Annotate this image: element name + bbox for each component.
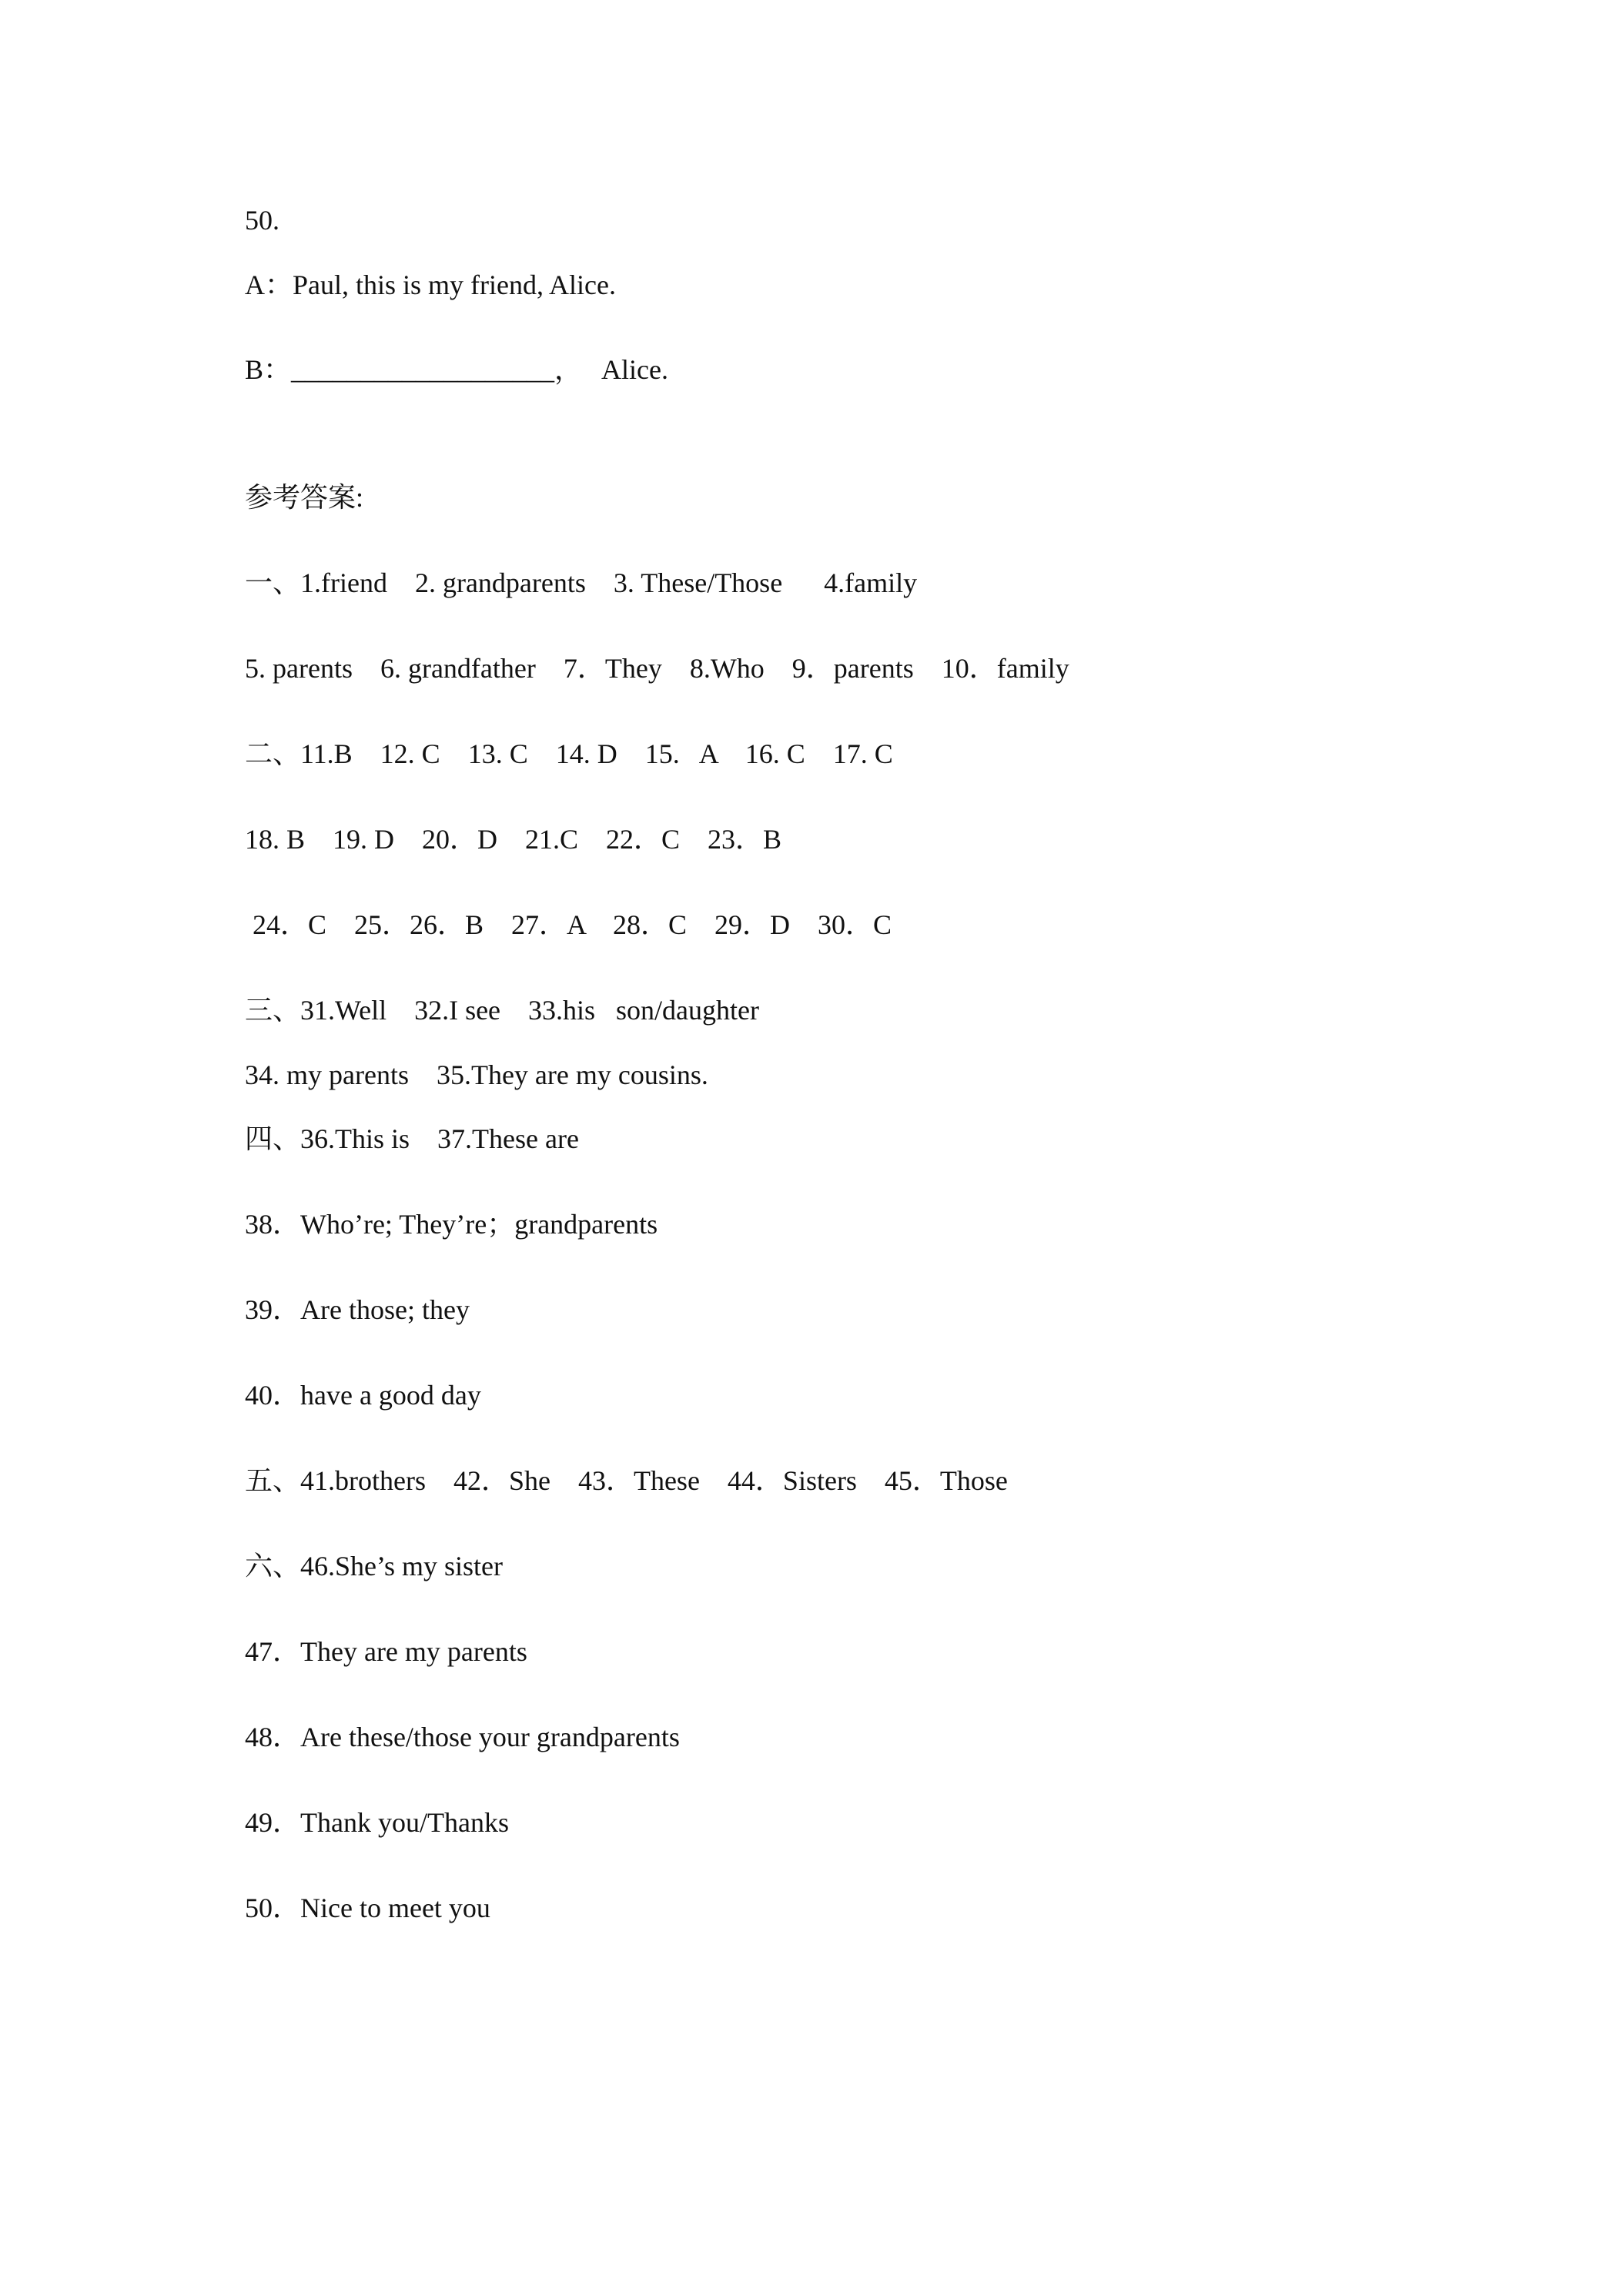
answer-line: 六、46.She’s my sister <box>245 1551 504 1581</box>
answer-line: 四、36.This is 37.These are <box>245 1123 579 1154</box>
answer-line: 50．Nice to meet you <box>245 1893 490 1923</box>
answer-line: 34. my parents 35.They are my cousins. <box>245 1059 708 1090</box>
dialogue-line-b-prefix: B： <box>245 354 292 385</box>
answer-line: 5. parents 6. grandfather 7．They 8.Who 9．parents 10．family <box>245 653 1069 684</box>
answer-line: 二、11.B 12. C 13. C 14. D 15. A 16. C 17. C <box>245 738 893 769</box>
answer-line: 18. B 19. D 20．D 21.C 22．C 23．B <box>245 824 782 855</box>
answer-line: 48．Are these/those your grandparents <box>245 1722 680 1752</box>
answer-line: 47．They are my parents <box>245 1636 527 1667</box>
dialogue-line-a: A：Paul, this is my friend, Alice. <box>245 269 616 300</box>
answer-line: 39．Are those; they <box>245 1294 470 1325</box>
answer-line: 38．Who’re; They’re；grandparents <box>245 1209 658 1240</box>
answer-line: 一、1.friend 2. grandparents 3. These/Those 4.family <box>245 567 918 598</box>
question-number: 50. <box>245 205 279 236</box>
answer-line: 五、41.brothers 42．She 43．These 44．Sisters 45．Those <box>245 1465 1008 1496</box>
answer-line: 24．C 25．26．B 27．A 28．C 29．D 30．C <box>253 909 892 940</box>
answer-blank: ___________________ <box>291 354 555 385</box>
answer-line: 40．have a good day <box>245 1380 481 1411</box>
dialogue-line-b <box>245 353 668 387</box>
answers-heading: 参考答案: <box>245 482 364 513</box>
answer-line: 三、31.Well 32.I see 33.his son/daughter <box>245 995 760 1026</box>
answer-line: 49．Thank you/Thanks <box>245 1807 509 1838</box>
dialogue-line-b-suffix: ， Alice. <box>554 354 668 385</box>
